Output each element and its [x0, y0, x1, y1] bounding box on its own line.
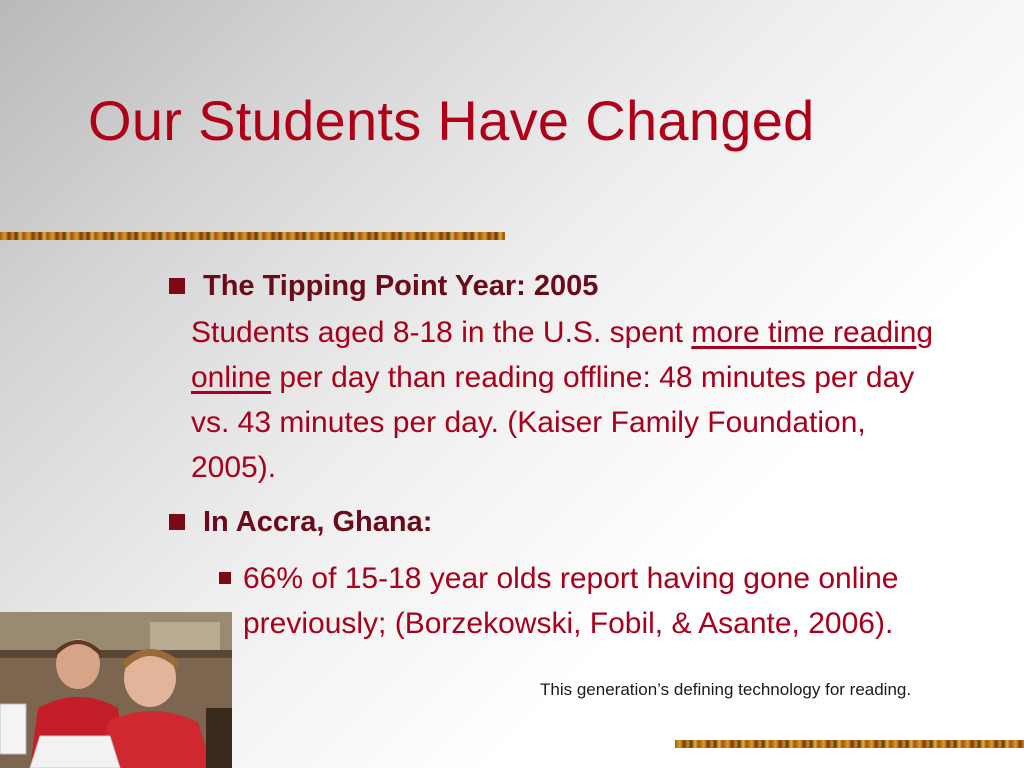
bullet-heading: The Tipping Point Year: 2005 — [203, 270, 599, 302]
students-at-laptops-photo — [0, 612, 232, 768]
decorative-band-bottom — [675, 740, 1024, 748]
bullet-heading: In Accra, Ghana: — [203, 506, 433, 538]
square-bullet-icon — [169, 514, 185, 530]
sub-bullet — [215, 556, 963, 646]
photo-caption: This generation’s defining technology for reading. — [540, 680, 912, 699]
slide-title: Our Students Have Changed — [88, 89, 815, 152]
sub-bullet-text: 66% of 15-18 year olds report having gone online previously; (Borzekowski, Fobil, & Asante, 2006). — [243, 562, 899, 640]
square-bullet-icon — [219, 572, 231, 584]
square-bullet-icon — [169, 278, 185, 294]
bullet-tipping-point — [165, 264, 965, 308]
paragraph-text-end: per day than reading offline: 48 minutes per day vs. 43 minutes per day. (Kaiser Family Foundation, 2005). — [191, 361, 915, 484]
bullet-accra — [165, 500, 965, 544]
decorative-band-top — [0, 232, 505, 240]
paragraph-text-start: Students aged 8-18 in the U.S. spent — [191, 316, 692, 349]
slide-content — [165, 264, 965, 646]
photo-illustration — [0, 612, 232, 768]
underlined-phrase: more time reading online — [191, 316, 934, 394]
bullet-paragraph — [191, 310, 951, 490]
